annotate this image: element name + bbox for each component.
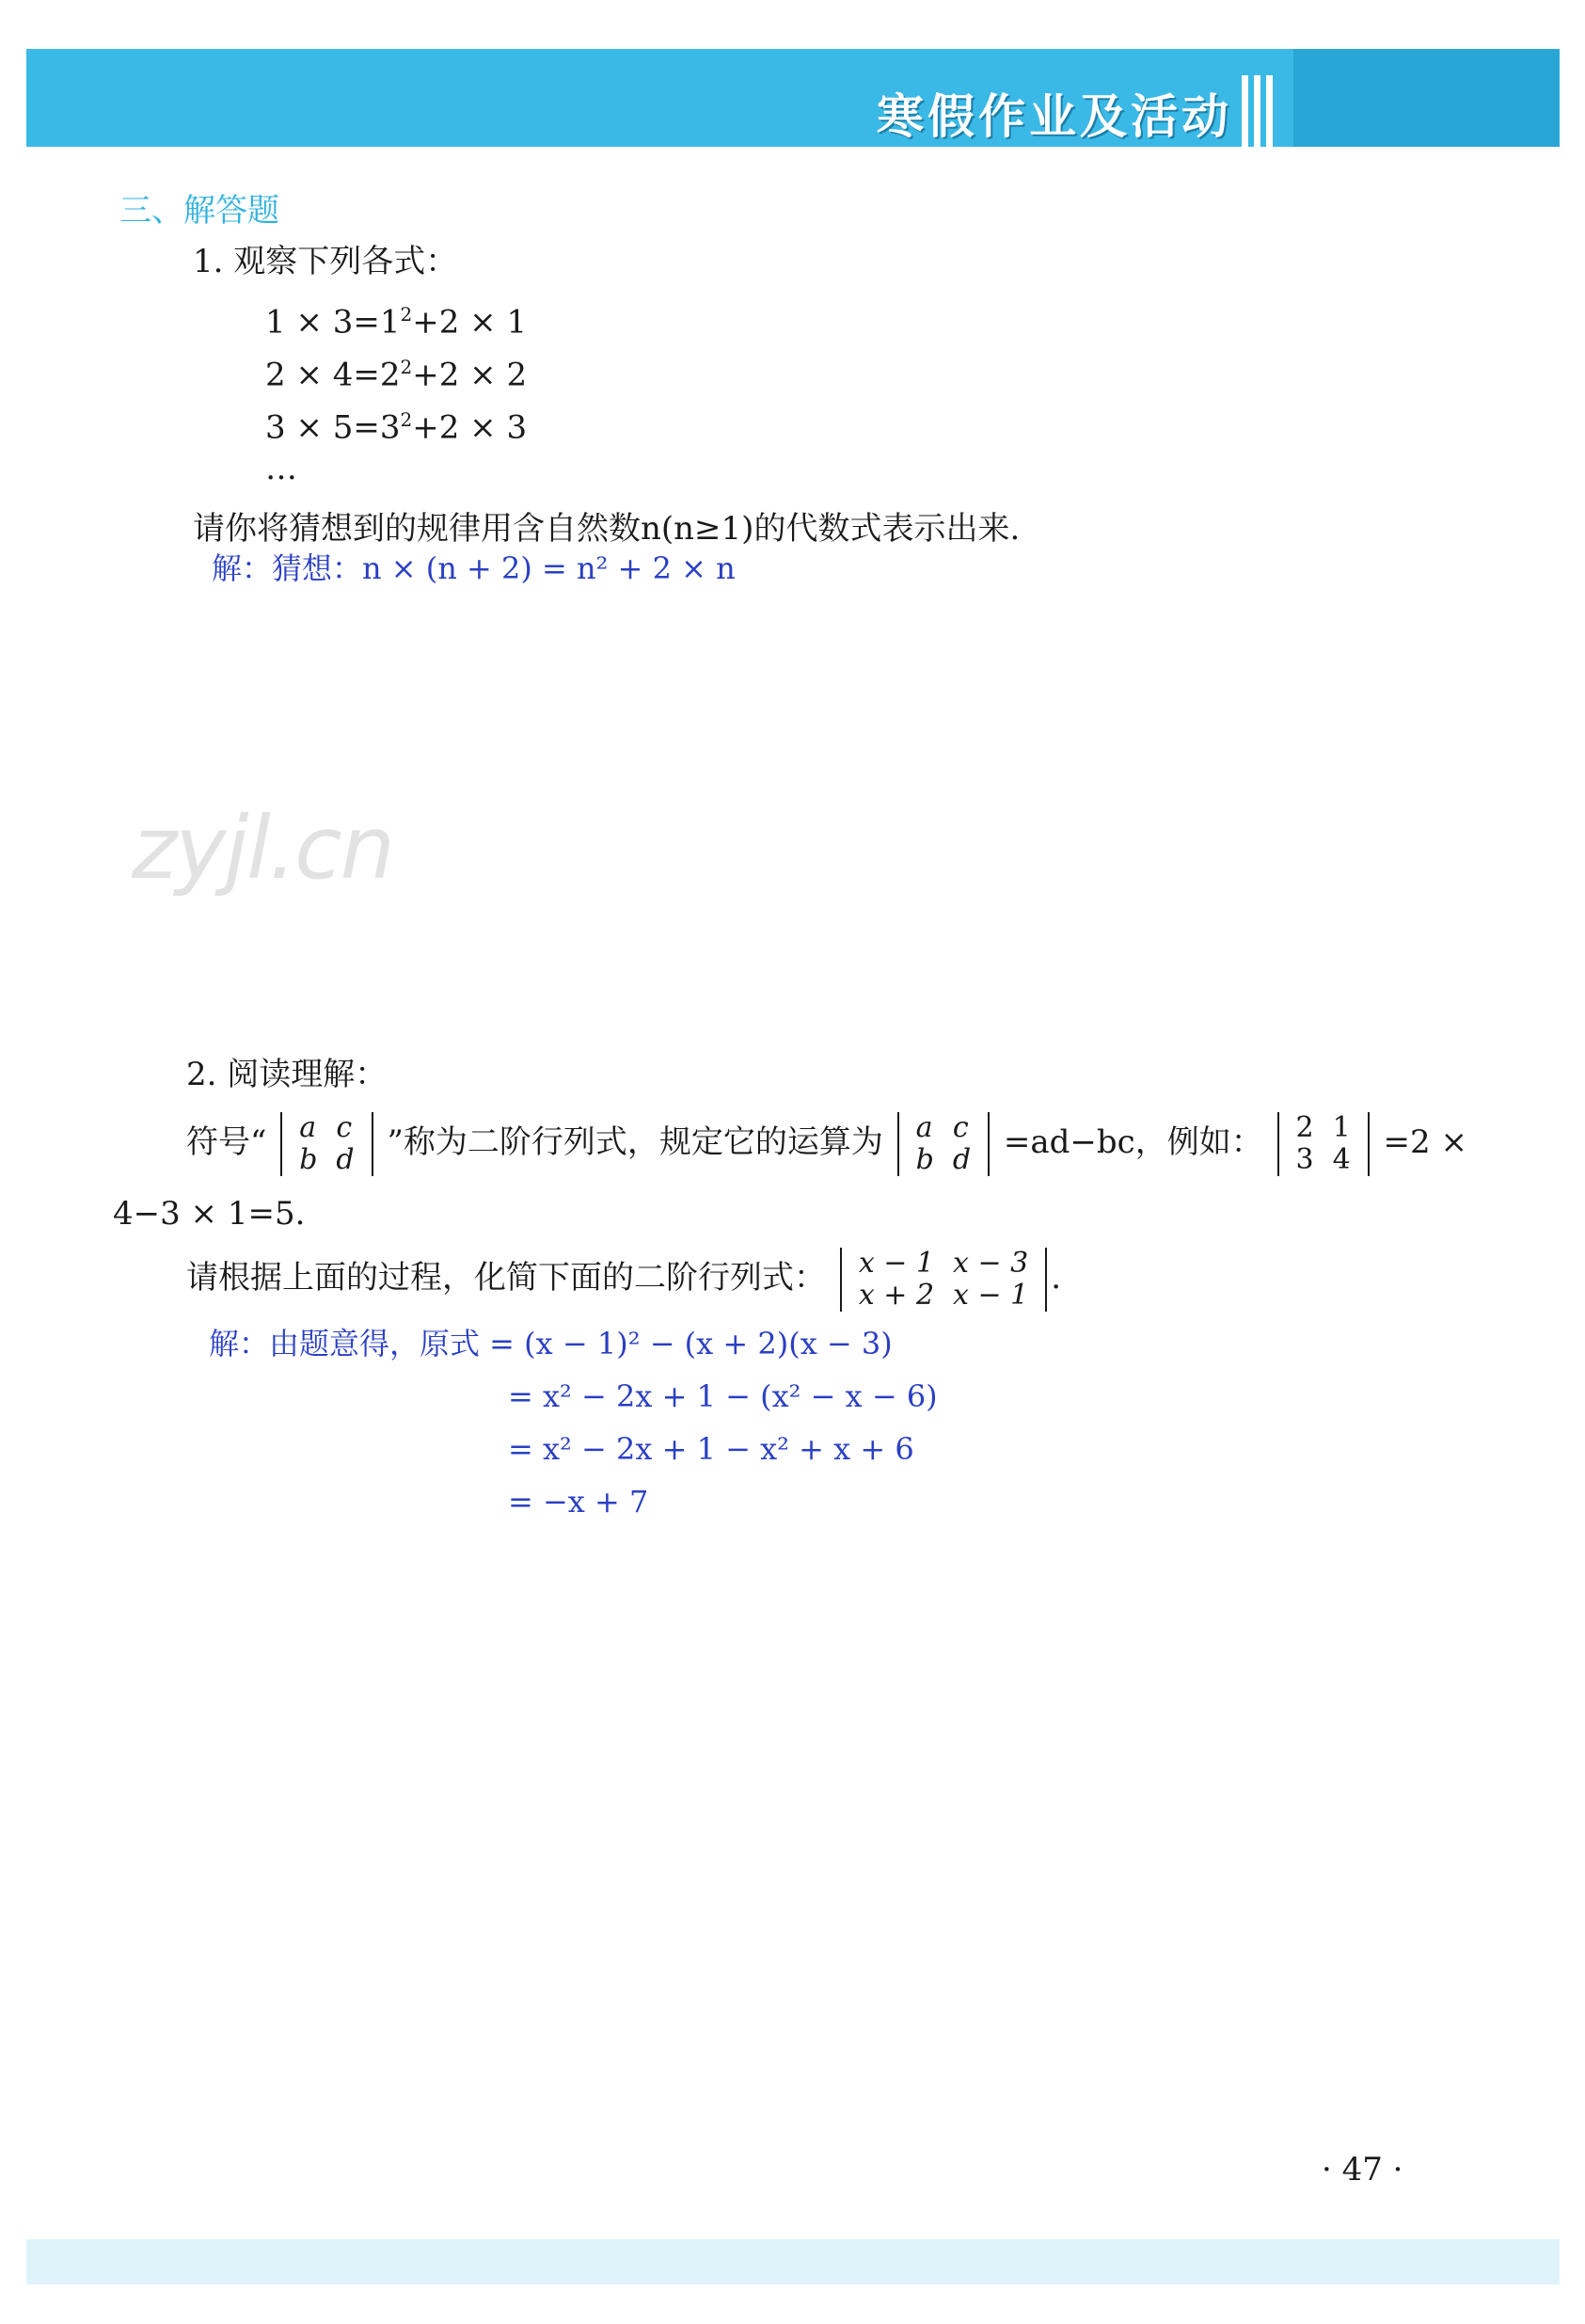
det-example: 2 1 3 4	[1277, 1112, 1370, 1176]
page-number: · 47 ·	[1322, 2151, 1403, 2189]
q2-answer-line-2: = x² − 2x + 1 − (x² − x − 6)	[508, 1378, 938, 1414]
footer-band	[26, 2239, 1560, 2284]
q1-prompt: 1. 观察下列各式：	[193, 243, 458, 280]
q1-ellipsis: …	[265, 450, 297, 487]
q1-line-1: $1 \times 3=1^2+2 \times 1$	[265, 303, 528, 342]
header-stripes	[1242, 75, 1285, 147]
q2-example-result: 4−3 × 1=5.	[113, 1195, 306, 1233]
q1-line-3: $3 \times 5=3^2+2 \times 3$	[265, 408, 528, 447]
q2-answer-line-3: = x² − 2x + 1 − x² + x + 6	[508, 1431, 914, 1467]
q1-line-2: $2 \times 4=2^2+2 \times 2$	[265, 356, 528, 394]
q1-task: 请你将猜想到的规律用含自然数n(n≥1)的代数式表示出来.	[193, 510, 1021, 548]
q2-definition: 符号“ a c b d ”称为二阶行列式，规定它的运算为 a c b d =ad−bc，例如： 2 1 3 4 =2 ×	[186, 1111, 1467, 1176]
q2-task: 请根据上面的过程，化简下面的二阶行列式： x − 1 x − 3 x + 2 x − 1 .	[186, 1247, 1062, 1312]
watermark: zyjl.cn	[132, 798, 393, 899]
header-title: 寒假作业及活动	[877, 89, 1232, 144]
det-rule: a c b d	[897, 1112, 990, 1176]
section-title: 三、解答题	[119, 192, 279, 230]
det-symbol: a c b d	[280, 1112, 372, 1176]
header-banner-end	[1293, 49, 1560, 147]
det-task: x − 1 x − 3 x + 2 x − 1	[840, 1248, 1047, 1312]
q2-prompt: 2. 阅读理解：	[186, 1056, 388, 1093]
q2-answer-line-1: 解：由题意得，原式 = (x − 1)² − (x + 2)(x − 3)	[209, 1326, 893, 1361]
q2-answer-line-4: = −x + 7	[508, 1484, 649, 1520]
q1-answer: 解：猜想：n × (n + 2) = n² + 2 × n	[212, 550, 736, 586]
